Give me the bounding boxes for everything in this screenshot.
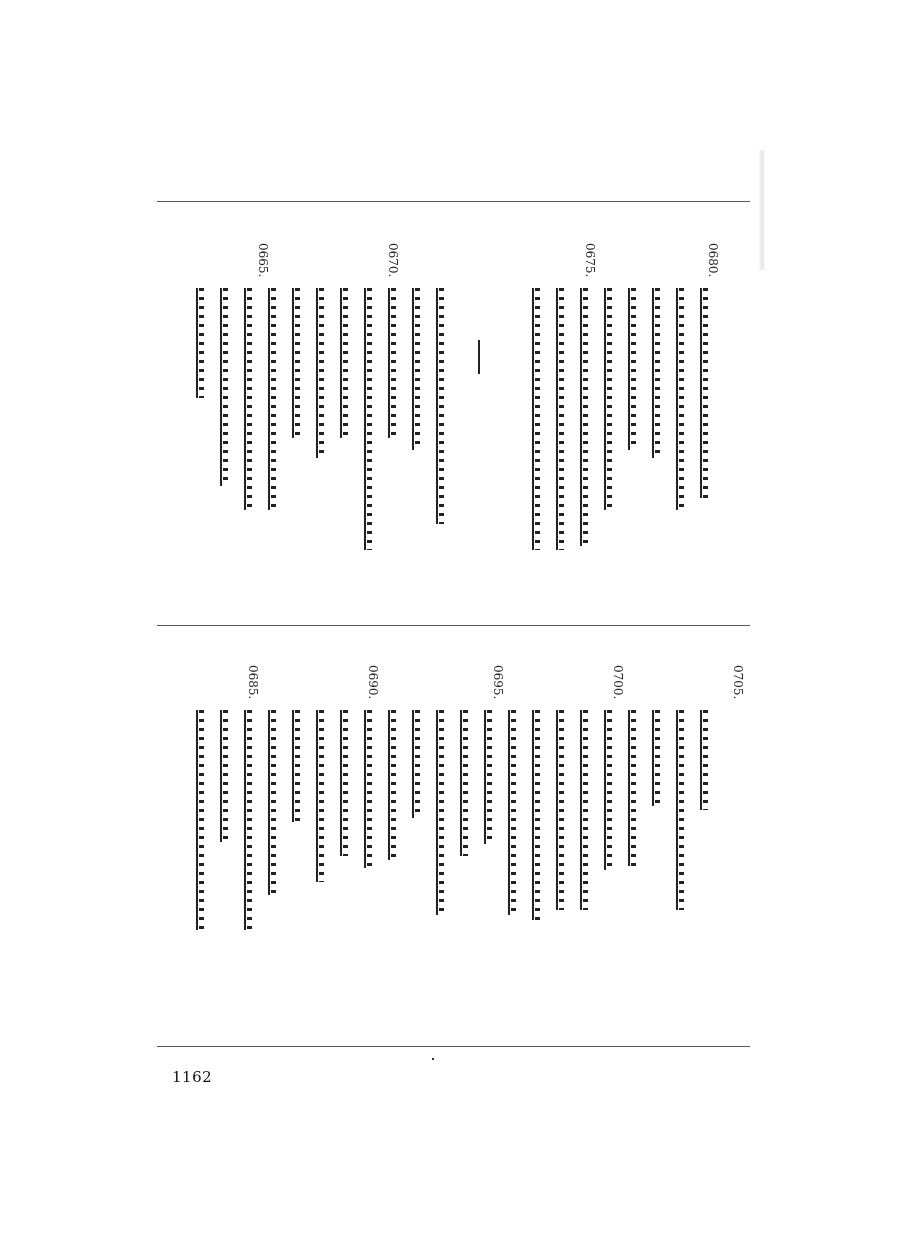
script-column bbox=[364, 710, 380, 868]
script-column bbox=[556, 288, 572, 550]
script-column bbox=[508, 710, 524, 915]
script-column bbox=[604, 710, 620, 870]
script-column bbox=[484, 710, 500, 844]
line-number: 0665. bbox=[256, 243, 270, 278]
script-column bbox=[316, 288, 332, 458]
script-column bbox=[676, 288, 692, 510]
script-column bbox=[196, 288, 212, 398]
line-number: 0690. bbox=[366, 665, 380, 700]
script-column bbox=[628, 710, 644, 866]
script-column bbox=[220, 710, 236, 842]
script-column bbox=[436, 710, 452, 915]
script-column bbox=[580, 288, 596, 546]
script-column bbox=[676, 710, 692, 910]
script-column bbox=[652, 710, 668, 806]
section-heading-mark bbox=[478, 340, 496, 374]
script-column bbox=[652, 288, 668, 458]
script-column bbox=[340, 710, 356, 856]
script-column bbox=[244, 288, 260, 510]
script-column bbox=[532, 710, 548, 920]
script-column bbox=[292, 710, 308, 822]
center-dot bbox=[432, 1058, 434, 1060]
script-column bbox=[532, 288, 548, 550]
top-rule bbox=[157, 201, 750, 202]
script-column bbox=[580, 710, 596, 910]
script-column bbox=[700, 288, 716, 498]
script-column bbox=[364, 288, 380, 550]
script-column bbox=[700, 710, 716, 810]
bottom-rule bbox=[157, 1046, 750, 1047]
middle-rule bbox=[157, 625, 750, 626]
script-column bbox=[628, 288, 644, 450]
script-column bbox=[268, 710, 284, 895]
line-number: 0700. bbox=[611, 665, 625, 700]
script-column bbox=[244, 710, 260, 930]
script-column bbox=[292, 288, 308, 438]
script-column bbox=[268, 288, 284, 510]
script-column bbox=[220, 288, 236, 486]
script-column bbox=[460, 710, 476, 856]
page-number: 1162 bbox=[172, 1068, 213, 1086]
script-column bbox=[412, 288, 428, 450]
script-column bbox=[340, 288, 356, 438]
script-column bbox=[316, 710, 332, 882]
line-number: 0680. bbox=[706, 243, 720, 278]
line-number: 0695. bbox=[491, 665, 505, 700]
line-number: 0670. bbox=[386, 243, 400, 278]
script-column bbox=[388, 288, 404, 438]
script-column bbox=[556, 710, 572, 910]
script-column bbox=[388, 710, 404, 860]
script-column bbox=[436, 288, 452, 524]
script-column bbox=[604, 288, 620, 510]
script-column bbox=[412, 710, 428, 818]
line-number: 0705. bbox=[731, 665, 745, 700]
line-number: 0685. bbox=[246, 665, 260, 700]
script-column bbox=[196, 710, 212, 930]
scan-edge-shadow bbox=[758, 150, 766, 270]
line-number: 0675. bbox=[583, 243, 597, 278]
